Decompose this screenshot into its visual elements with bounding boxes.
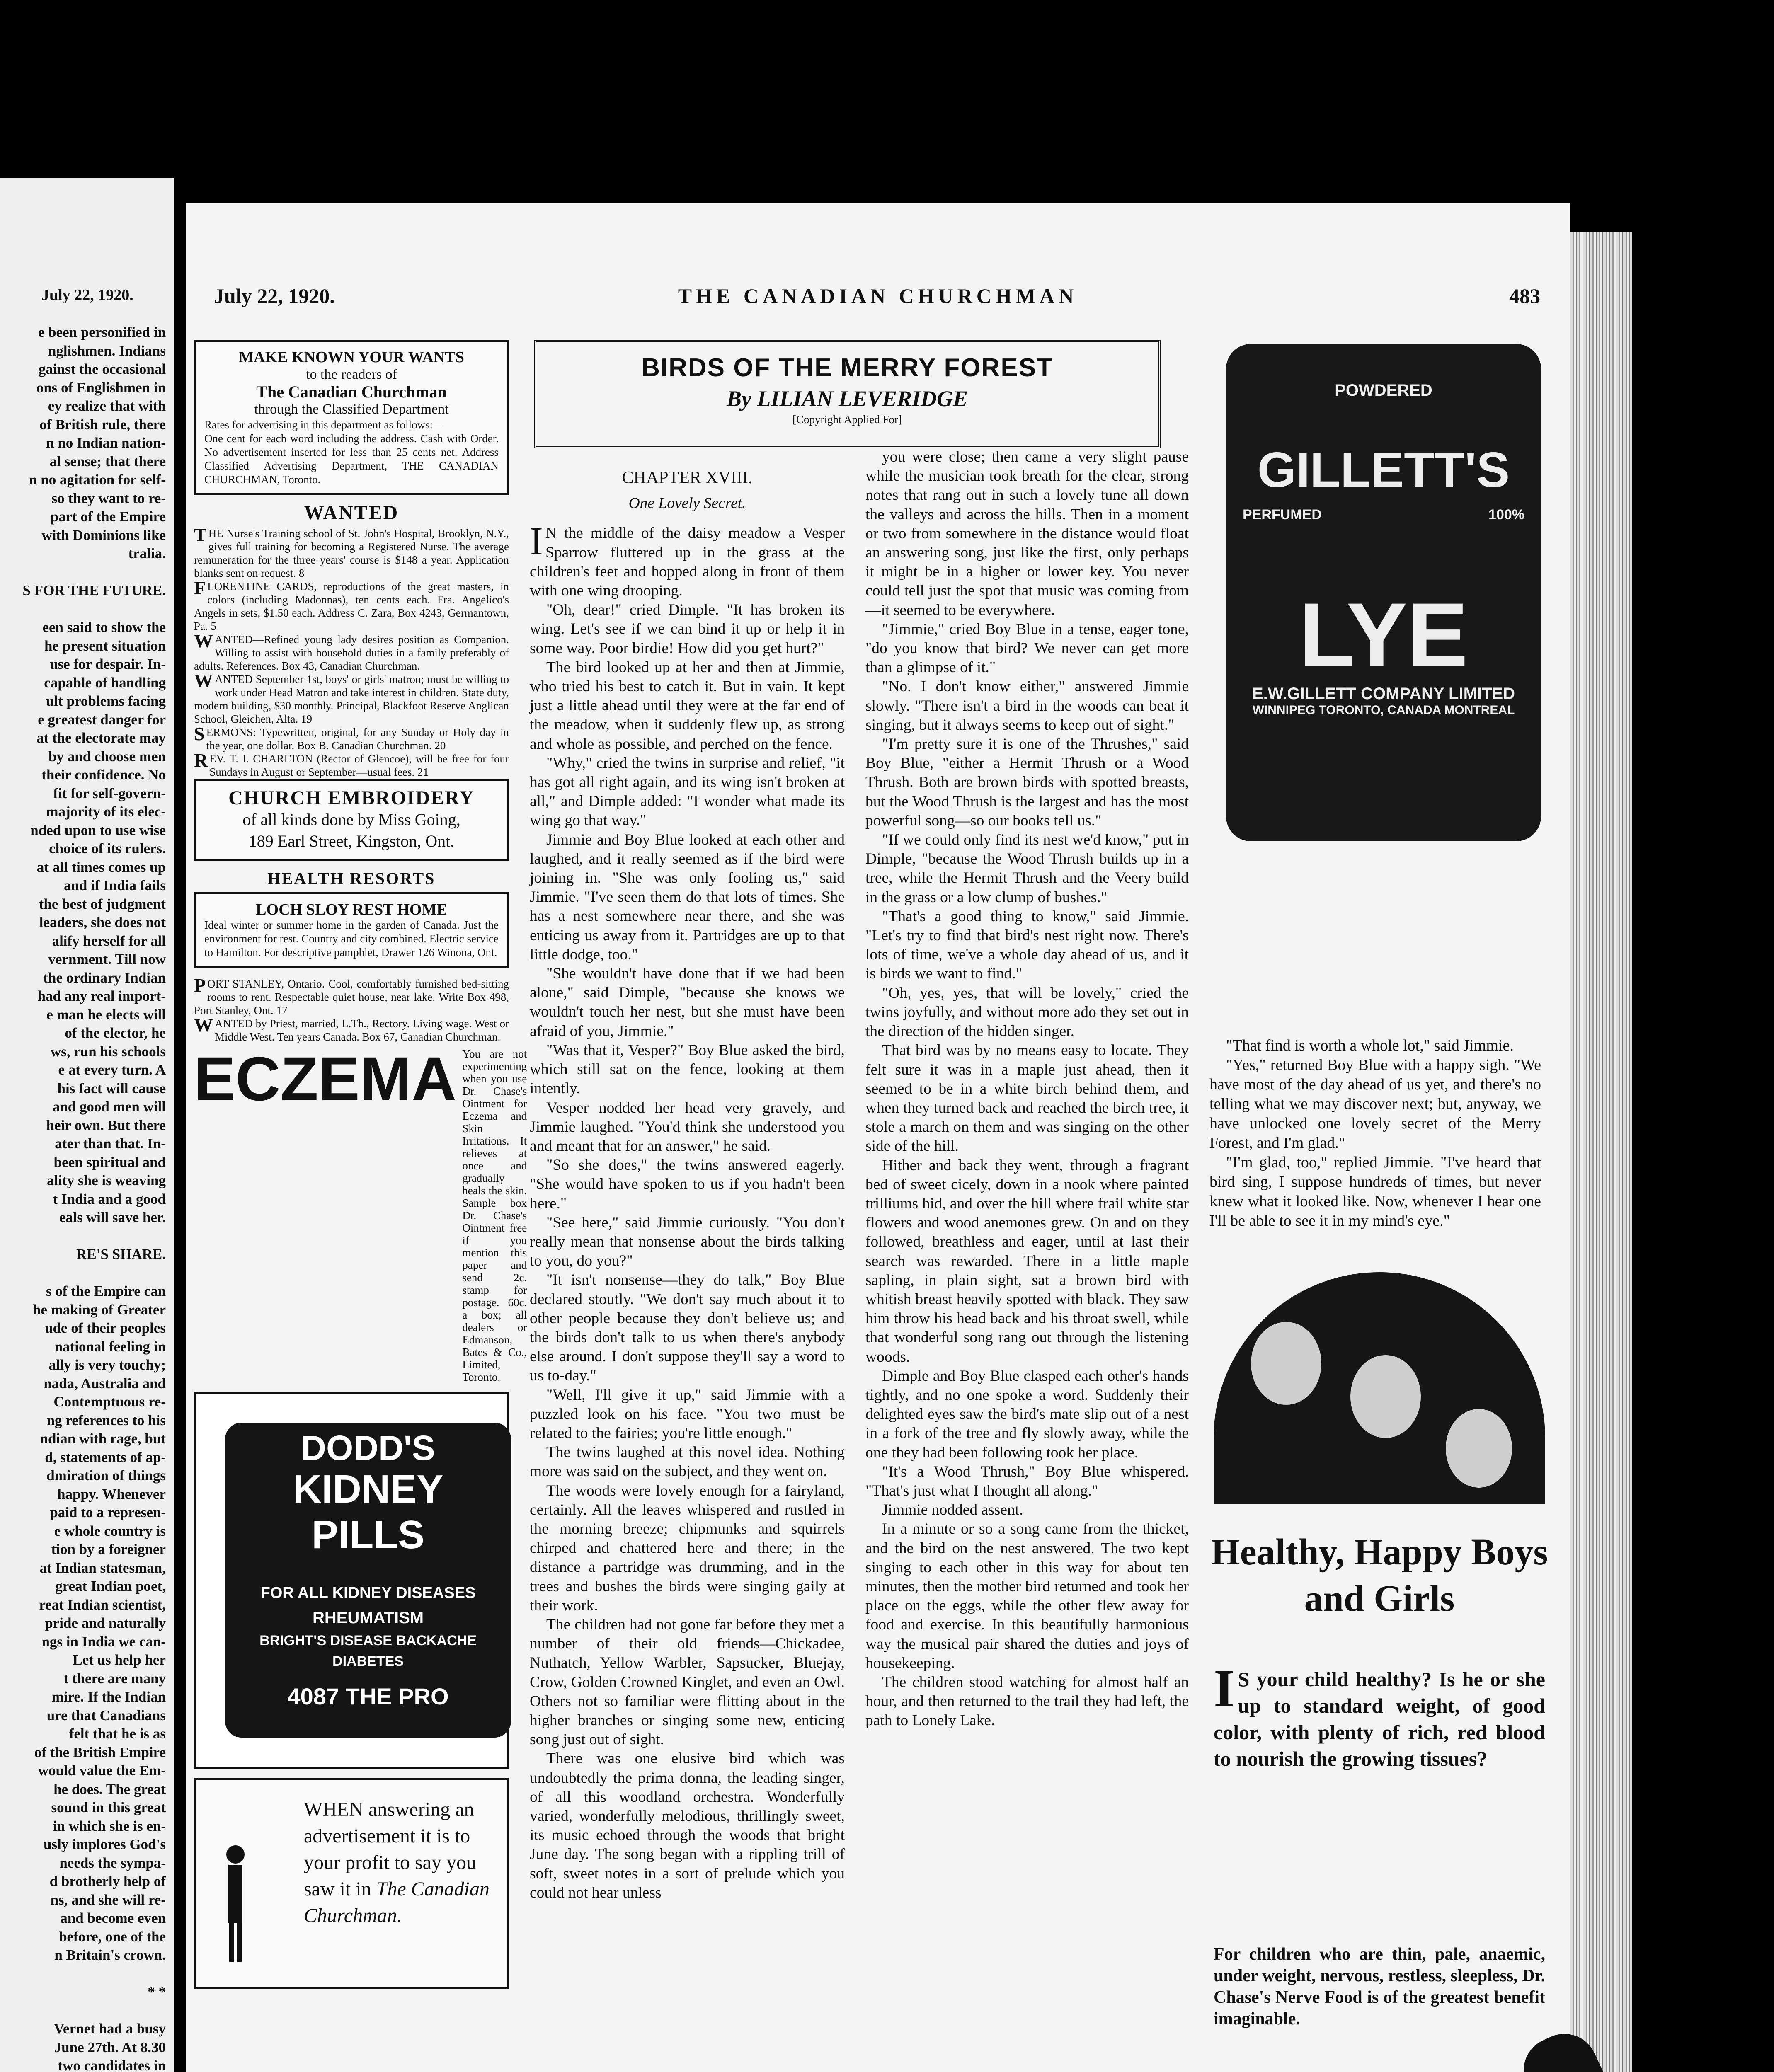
wanted-item: SERMONS: Typewritten, original, for any Sunday or Holy day in the year, one dollar. Box B. Canadian Churchman. 20 xyxy=(194,723,509,752)
left-page-line: national feeling in xyxy=(54,1338,166,1355)
embroidery-ad xyxy=(194,779,509,861)
gillett-perfumed: PERFUMED xyxy=(1243,507,1322,523)
wants-ad xyxy=(194,340,509,495)
left-page-line: happy. Whenever xyxy=(57,1486,166,1502)
dodds-line8: 4087 THE PRO xyxy=(287,1683,449,1709)
left-page-line: ater than that. In- xyxy=(55,1135,166,1152)
left-page-line: two candidates in xyxy=(58,2057,166,2072)
story-paragraph: "It's a Wood Thrush," Boy Blue whispered. "That's just what I thought all along." xyxy=(865,1463,1189,1499)
story-paragraph: "No. I don't know either," answered Jimmie slowly. "There isn't a bird in the woods can beat it singing, but it always seems to keep out of sight." xyxy=(865,678,1189,733)
wanted-item: THE Nurse's Training school of St. John's Hospital, Brooklyn, N.Y., gives full training for becoming a Registered Nurse. The average remuneration for the three years' course is $148 a year. Application blanks sent on request. 8 xyxy=(194,524,509,579)
left-page-line: ure that Canadians xyxy=(46,1707,166,1723)
article-copyright: [Copyright Applied For] xyxy=(792,413,902,426)
left-page-line xyxy=(0,1264,166,1283)
story-paragraph: "Why," cried the twins in surprise and relief, "it has got all right again, and its wing isn't broken at all," and Dimple added: "I wonder what made its wing go that way." xyxy=(530,754,845,829)
left-page-line: needs the sympa- xyxy=(59,1854,166,1871)
left-page-line: dmiration of things xyxy=(46,1467,166,1484)
left-page-line: at Indian statesman, xyxy=(39,1559,166,1576)
left-page-line: ality she is weaving xyxy=(47,1172,166,1188)
right-page xyxy=(186,203,1570,2072)
chapter-heading: CHAPTER XVIII. xyxy=(622,468,753,487)
gentleman-figure-icon xyxy=(221,1842,250,1966)
left-page-line: felt that he is as xyxy=(69,1726,166,1742)
left-page-line: the best of judgment xyxy=(39,896,166,912)
left-page-line: nded upon to use wise xyxy=(30,822,166,838)
left-page-line: sound in this great xyxy=(51,1799,166,1815)
left-page-line: of the elector, he xyxy=(65,1025,166,1041)
left-page-line: he does. The great xyxy=(53,1781,166,1797)
left-page-line: d, statements of ap- xyxy=(45,1449,166,1465)
left-page-line: mire. If the Indian xyxy=(51,1689,166,1705)
story-column-3 xyxy=(1209,1036,1541,1231)
left-page-line: capable of handling xyxy=(44,674,166,691)
story-paragraph: "She wouldn't have done that if we had been alone," said Dimple, "because she knows we wouldn't touch her nest, but she must have been afraid of you, Jimmie." xyxy=(530,965,845,1040)
loch-body: Ideal winter or summer home in the garden of Canada. Just the environment for rest. Country and city combined. Electric service to Hamilton. For descriptive pamphlet, Drawer 126 Winona, Ont. xyxy=(204,919,499,959)
story-paragraph: "See here," said Jimmie curiously. "You don't really mean that nonsense about the birds talking to you, do you?" xyxy=(530,1214,845,1270)
left-page-line: choice of its rulers. xyxy=(49,840,166,857)
story-paragraph: Dimple and Boy Blue clasped each other's hands tightly, and no one spoke a word. Suddenly their delighted eyes saw the bird's mate slip out of a nest in a fork of the tree and fly slowly away, while the one they had been following took her place. xyxy=(865,1367,1189,1461)
left-page-line: been spiritual and xyxy=(53,1154,166,1170)
left-page-header: July 22, 1920. xyxy=(41,286,133,304)
left-page-line: al sense; that there xyxy=(49,453,166,470)
left-page-line: eals will save her. xyxy=(59,1209,166,1225)
left-page-line: June 27th. At 8.30 xyxy=(54,2039,166,2055)
left-page-line: ude of their peoples xyxy=(45,1320,166,1336)
left-page-line: tralia. xyxy=(128,545,166,562)
dodds-line6: BRIGHT'S DISEASE BACKACHE xyxy=(259,1633,477,1648)
child-face xyxy=(1350,1355,1421,1438)
story-paragraph: The children had not gone far before they met a number of their old friends—Chickadee, Nuthatch, Yellow Warbler, Sapsucker, Bluejay, Crow, Golden Crowned Kinglet, and even an Owl. Others not so familiar were flitting about in the higher branches or singing some new, enticing song just out of sight. xyxy=(530,1616,845,1748)
rector-ad: WANTED by Priest, married, L.Th., Rectory. Living wage. West or Middle West. Ten years Canada. Box 67, Canadian Churchman. xyxy=(194,1014,509,1043)
left-page-line: leaders, she does not xyxy=(39,914,166,930)
story-paragraph: "That's a good thing to know," said Jimmie. "Let's try to find that bird's nest right now. There's lots of time, we've a whole day ahead of us, and it is birds we want to find." xyxy=(865,908,1189,983)
loch-title: LOCH SLOY REST HOME xyxy=(256,901,447,918)
story-paragraph: Jimmie and Boy Blue looked at each other and laughed, and it really seemed as if the bird were joining in. "She was only fooling us," said Jimmie. "I've seen them do that lots of times. She has a nest somewhere near there, and she was enticing us away from it. Partridges are up to that little dodge, too." xyxy=(530,831,845,963)
left-page-line: paid to a represen- xyxy=(50,1504,166,1520)
story-paragraph: "That find is worth a whole lot," said Jimmie. xyxy=(1226,1037,1514,1054)
wants-paper: The Canadian Churchman xyxy=(256,382,447,401)
story-paragraph: "Jimmie," cried Boy Blue in a tense, eager tone, "do you know that bird? We never can get more than a glimpse of it." xyxy=(865,620,1189,676)
left-page-line: part of the Empire xyxy=(50,508,166,525)
child-face xyxy=(1251,1322,1321,1405)
left-page-line xyxy=(0,1965,166,1983)
story-paragraph: Jimmie nodded assent. xyxy=(882,1501,1023,1519)
left-page-line: nglishmen. Indians xyxy=(48,342,166,359)
left-page-line: their confidence. No xyxy=(41,767,166,783)
story-paragraph: "Was that it, Vesper?" Boy Blue asked the bird, which still sat on the fence, looking at them intently. xyxy=(530,1041,845,1097)
pill-box-image xyxy=(225,1423,511,1738)
article-byline: By LILIAN LEVERIDGE xyxy=(726,386,968,411)
left-page-line: usly implores God's xyxy=(44,1836,166,1852)
port-stanley-ad: PORT STANLEY, Ontario. Cool, comfortably furnished bed-sitting rooms to rent. Respectable quiet house, near lake. Write Box 498, Port Stanley, Ont. 17 xyxy=(194,975,509,1017)
left-page-line: ndian with rage, but xyxy=(40,1431,166,1447)
story-paragraph: "Yes," returned Boy Blue with a happy sigh. "We have most of the day ahead of us yet, and there's no telling what we may discover next; but, anyway, we have unlocked one lovely secret of the Merry Forest, and I'm glad." xyxy=(1209,1056,1541,1152)
child-face xyxy=(1446,1409,1512,1488)
chase-headline: Healthy, Happy Boys and Girls xyxy=(1211,1532,1548,1619)
left-page-line: e greatest danger for xyxy=(38,711,166,728)
left-page-line: vernment. Till now xyxy=(48,951,166,967)
story-paragraph: "Oh, yes, yes, that will be lovely," cried the twins joyfully, and without more ado they set out in the direction of the hidden singer. xyxy=(865,984,1189,1040)
left-page-line: nada, Australia and xyxy=(44,1375,166,1392)
story-paragraph: Vesper nodded her head very gravely, and Jimmie laughed. "You'd think she understood you and meant that for an answer," he said. xyxy=(530,1099,845,1155)
left-page-line: the ordinary Indian xyxy=(43,969,166,986)
article-title: BIRDS OF THE MERRY FOREST xyxy=(641,353,1053,382)
left-page-line: Contemptuous re- xyxy=(53,1394,166,1410)
left-page-line: t there are many xyxy=(63,1670,166,1687)
left-page-line: Vernet had a busy xyxy=(53,2021,166,2037)
left-page-line: at the electorate may xyxy=(36,730,166,746)
left-page-line: n no agitation for self- xyxy=(29,472,166,488)
wants-line2: through the Classified Department xyxy=(254,402,449,417)
page-edges xyxy=(1570,232,1632,2072)
when-text: WHEN answering an advertisement it is to your profit to say you saw it in The Canadian Churchman. xyxy=(304,1798,490,1927)
left-page-line: reat Indian scientist, xyxy=(39,1596,166,1613)
story-paragraph: I N the middle of the daisy meadow a Vesper Sparrow fluttered up in the grass at the children's feet and hopped along in front of them with one wing drooping. xyxy=(530,519,845,600)
story-paragraph: "If we could only find its nest we'd know," put in Dimple, "because the Wood Thrush builds up in a tree, while the Hermit Thrush and the Veery build in the grass or a low clump of bushes." xyxy=(865,831,1189,906)
left-page-line: pride and naturally xyxy=(45,1615,166,1631)
story-paragraph: you were close; then came a very slight pause while the musician took breath for the clear, strong notes that rang out in such a lovely tune all down the valleys and across the hills. Then in a moment or two from somewhere in the distance would float an answering song, just like the first, only perhaps it might be in a higher or lower key. You never could tell just the spot that music was coming from—it seemed to be everywhere. xyxy=(865,448,1189,619)
story-paragraph: Hither and back they went, through a fragrant bed of sweet cicely, down in a nook where painted trilliums hid, and over the hill where frail white star flowers and wood anemones grew. On and on they followed, breathless and eager, until at last their search was rewarded. There in a little maple sapling, in plain sight, sat a brown bird with whitish breast heavily spotted with black. They saw him throw his head back and his throat swell, while that wonderful song rang out through the listening woods. xyxy=(865,1157,1189,1365)
left-page-line: his fact will cause xyxy=(57,1080,166,1097)
wanted-list xyxy=(194,524,509,779)
story-paragraph: "Well, I'll give it up," said Jimmie with a puzzled look on his face. "You two must be related to the fairies; you're little enough." xyxy=(530,1386,845,1442)
left-page-line: s of the Empire can xyxy=(46,1283,166,1299)
left-page-line: would value the Em- xyxy=(38,1762,166,1779)
left-page-line: ons of Englishmen in xyxy=(36,379,166,396)
story-paragraph: "I'm pretty sure it is one of the Thrushes," said Boy Blue, "either a Hermit Thrush or a Wood Thrush. Both are brown birds with spotted breasts, but the Wood Thrush is the largest and has the most powerful song—so our books tell us." xyxy=(865,736,1189,829)
left-page-line: ult problems facing xyxy=(46,693,166,709)
book-spine xyxy=(174,174,186,2072)
left-page-line: RE'S SHARE. xyxy=(76,1246,166,1262)
wants-title: MAKE KNOWN YOUR WANTS xyxy=(239,349,464,366)
dodds-line7: DIABETES xyxy=(332,1653,404,1669)
left-page-line: alify herself for all xyxy=(52,932,166,949)
children-illustration xyxy=(1214,1272,1545,1504)
left-page-line: ngs in India we can- xyxy=(41,1633,166,1650)
left-page-line: tion by a foreigner xyxy=(51,1541,166,1557)
lye-can-image xyxy=(1226,344,1541,841)
story-paragraph: "I'm glad, too," replied Jimmie. "I've heard that bird sing, I suppose hundreds of times, but never knew what it looked like. Now, whenever I hear one I'll be able to see it in my mind's eye." xyxy=(1209,1154,1541,1230)
left-page-line: e man he elects will xyxy=(46,1006,166,1023)
eczema-ad xyxy=(194,1044,527,1383)
page-number: 483 xyxy=(1509,284,1540,307)
dodds-line4: FOR ALL KIDNEY DISEASES xyxy=(260,1584,476,1602)
health-heading: HEALTH RESORTS xyxy=(267,869,436,888)
embroidery-line2: 189 Earl Street, Kingston, Ont. xyxy=(248,832,455,850)
left-page-line: use for despair. In- xyxy=(49,656,166,672)
left-page-line: S FOR THE FUTURE. xyxy=(22,582,166,598)
left-page-line xyxy=(0,2002,166,2020)
left-page-line: e whole country is xyxy=(54,1523,166,1539)
left-page-text xyxy=(0,323,166,2072)
left-page-line: ng references to his xyxy=(46,1412,166,1428)
gillett-powdered: POWDERED xyxy=(1335,381,1432,399)
dodds-line3: PILLS xyxy=(311,1513,424,1557)
left-page-line: at all times comes up xyxy=(36,859,166,875)
left-page-line: ws, run his schools xyxy=(50,1043,166,1060)
story-paragraph: The woods were lovely enough for a fairyland, certainly. All the leaves whispered and rustled in the morning breeze; chipmunks and squirrels chirped and chattered here and there; in the distance a partridge was drumming, and in the trees and bushes the birds were singing gaily at their work. xyxy=(530,1482,845,1614)
left-page-line: ns, and she will re- xyxy=(50,1891,166,1908)
dodds-line1: DODD'S xyxy=(301,1428,435,1467)
gillett-company: E.W.GILLETT COMPANY LIMITED xyxy=(1252,685,1515,703)
story-column-1 xyxy=(530,468,845,1903)
wants-body: One cent for each word including the address. Cash with Order. No advertisement inserted for less than 25 cents net. Address Classified Advertising Department, THE CANADIAN CHURCHMAN, Toronto. xyxy=(204,432,499,486)
chase-for-children: For children who are thin, pale, anaemic, under weight, nervous, restless, sleepless, Dr. Chase's Nerve Food is of the greatest benefit imaginable. xyxy=(1214,1945,1545,2028)
left-page-line: had any real import- xyxy=(37,988,166,1004)
gillett-city: WINNIPEG TORONTO, CANADA MONTREAL xyxy=(1252,703,1515,717)
left-page-line: e been personified in xyxy=(38,324,166,340)
story-column-2 xyxy=(865,448,1189,1731)
left-page-line: e at every turn. A xyxy=(58,1062,166,1078)
embroidery-title: CHURCH EMBROIDERY xyxy=(228,787,475,809)
left-page-line: t India and a good xyxy=(53,1191,166,1207)
embroidery-line1: of all kinds done by Miss Going, xyxy=(242,810,460,829)
left-page-line: majority of its elec- xyxy=(46,804,166,820)
gilletts-lye-ad xyxy=(1218,336,1549,854)
left-page-line: before, one of the xyxy=(59,1928,166,1945)
left-page-line: n Britain's crown. xyxy=(54,1947,166,1963)
page-title: THE CANADIAN CHURCHMAN xyxy=(678,284,1078,307)
left-page-line: by and choose men xyxy=(48,748,166,765)
page-date: July 22, 1920. xyxy=(214,284,335,307)
left-page-line: d brotherly help of xyxy=(49,1873,166,1889)
article-title-box xyxy=(534,340,1161,448)
loch-sloy-ad xyxy=(194,892,509,968)
left-page-line: een said to show the xyxy=(42,619,166,635)
dodds-line2: KIDNEY xyxy=(293,1467,444,1511)
drop-cap: I xyxy=(530,519,543,564)
eczema-title: ECZEMA xyxy=(194,1044,457,1113)
left-page-line xyxy=(0,600,166,619)
left-page-line: great Indian poet, xyxy=(55,1578,166,1594)
story-paragraph: The children stood watching for almost half an hour, and then returned to the trail they had left, the path to Lonely Lake. xyxy=(865,1674,1189,1729)
left-page-line xyxy=(0,1227,166,1246)
story-paragraph: "It isn't nonsense—they do talk," Boy Blue declared stoutly. "We don't say much about it to other people because they don't believe us; and the birds don't talk to us when there's anybody else around. I don't suppose they'll say a word to us to-day." xyxy=(530,1271,845,1385)
left-page-line: n no Indian nation- xyxy=(46,435,166,451)
left-page-line: * * xyxy=(148,1984,166,2000)
left-page-line xyxy=(0,563,166,582)
eczema-text: You are not experimenting when you use Dr. Chase's Ointment for Eczema and Skin Irritations. It relieves at once and gradually heals the skin. Sample box Dr. Chase's Ointment free if you mention this paper and send 2c. stamp for postage. 60c. a box; all dealers or Edmanson, Bates & Co., Limited, Toronto. xyxy=(462,1048,527,1383)
story-paragraph: In a minute or so a song came from the thicket, and the bird on the nest answered. The two kept singing to each other in this way for about ten minutes, then the mother bird returned and took her place on the eggs, while the other flew away for food and exercise. In this beautifully harmonious way the musical pair shared the duties and joys of housekeeping. xyxy=(865,1520,1189,1672)
left-page-line: he making of Greater xyxy=(32,1301,166,1318)
wants-rates: Rates for advertising in this department as follows:— xyxy=(204,419,444,431)
story-paragraph: There was one elusive bird which was undoubtedly the prima donna, the leading singer, of all this woodland orchestra. Wonderfully varied, wonderfully melodious, thrillingly sweet, its music echoed through the woods that bright June day. The song began with a rippling trill of soft, sweet notes in a sort of prelude which you could not hear unless xyxy=(530,1750,845,1901)
wanted-heading: WANTED xyxy=(304,502,399,524)
story-paragraph: "So she does," the twins answered eagerly. "She would have spoken to us if you hadn't been here." xyxy=(530,1157,845,1212)
story-paragraph: That bird was by no means easy to locate. They felt sure it was in a maple just ahead, then it seemed to be in a white birch behind them, and when they turned back and reached the birch tree, it stole a march on them and was singing on the other side of the hill. xyxy=(865,1042,1189,1155)
dr-chase-nerve-food-ad xyxy=(1205,1272,1553,2072)
chase-question: I S your child healthy? Is he or she up to standard weight, of good color, with plenty of rich, red blood to nourish the growing tissues? xyxy=(1214,1659,1545,1770)
left-page-line: of British rule, there xyxy=(39,416,166,433)
left-page-line: fit for self-govern- xyxy=(53,785,166,801)
gillett-brand: LYE xyxy=(1299,584,1468,686)
left-page-line: with Dominions like xyxy=(41,527,166,543)
left-page-line: Let us help her xyxy=(73,1652,166,1668)
left-page-line: ally is very touchy; xyxy=(48,1357,166,1373)
left-page-line: ey realize that with xyxy=(48,398,166,414)
left-page-line: heir own. But there xyxy=(46,1117,166,1133)
wants-line1: to the readers of xyxy=(306,367,397,382)
left-page-line: gainst the occasional xyxy=(38,361,166,377)
left-page-line: in which she is en- xyxy=(53,1818,166,1834)
left-page-line: so they want to re- xyxy=(51,490,166,506)
left-page-line: and if India fails xyxy=(63,877,166,893)
wanted-item: FLORENTINE CARDS, reproductions of the great masters, in colors (including Madonnas), ten cents each. Fra. Angelico's Angels in sets, $1.50 each. Address C. Zara, Box 4243, Germantown, Pa. 5 xyxy=(194,577,509,632)
dodds-kidney-pills-ad xyxy=(194,1392,509,1769)
wanted-item: WANTED—Refined young lady desires position as Companion. Willing to assist with household duties in a family preferably of adults. References. Box 43, Canadian Churchman. xyxy=(194,630,509,672)
when-answering-ad xyxy=(194,1778,509,1989)
gillett-pct: 100% xyxy=(1488,507,1524,523)
gillett-top: GILLETT'S xyxy=(1257,442,1510,498)
left-page xyxy=(0,178,174,2072)
story-paragraph: The bird looked up at her and then at Jimmie, who tried his best to catch it. But in vain. It kept just a little ahead until they were at the far end of the meadow, when it suddenly flew up, as strong and whole as possible, and perched on the fence. xyxy=(530,658,845,753)
left-page-line: he present situation xyxy=(44,637,166,654)
classified-column xyxy=(194,340,527,1989)
left-page-line: and good men will xyxy=(52,1099,166,1115)
left-page-line: and become even xyxy=(60,1910,166,1926)
left-page-line: of the British Empire xyxy=(34,1744,166,1760)
wanted-item: REV. T. I. CHARLTON (Rector of Glencoe), will be free for four Sundays in August or September—usual fees. 21 xyxy=(194,750,509,778)
story-paragraph: "Oh, dear!" cried Dimple. "It has broken its wing. Let's see if we can bind it up or help it in some way. Poor birdie! How did you get hurt?" xyxy=(530,601,845,657)
wanted-item: WANTED September 1st, boys' or girls' matron; must be willing to work under Head Matron and take interest in children. State duty, modern building, $30 monthly. Principal, Blackfoot Reserve Anglican School, Gleichen, Alta. 19 xyxy=(194,670,509,725)
story-paragraph: The twins laughed at this novel idea. Nothing more was said on the subject, and they went on. xyxy=(530,1444,845,1480)
chapter-subtitle: One Lovely Secret. xyxy=(628,495,746,512)
dodds-line5: RHEUMATISM xyxy=(312,1609,424,1627)
